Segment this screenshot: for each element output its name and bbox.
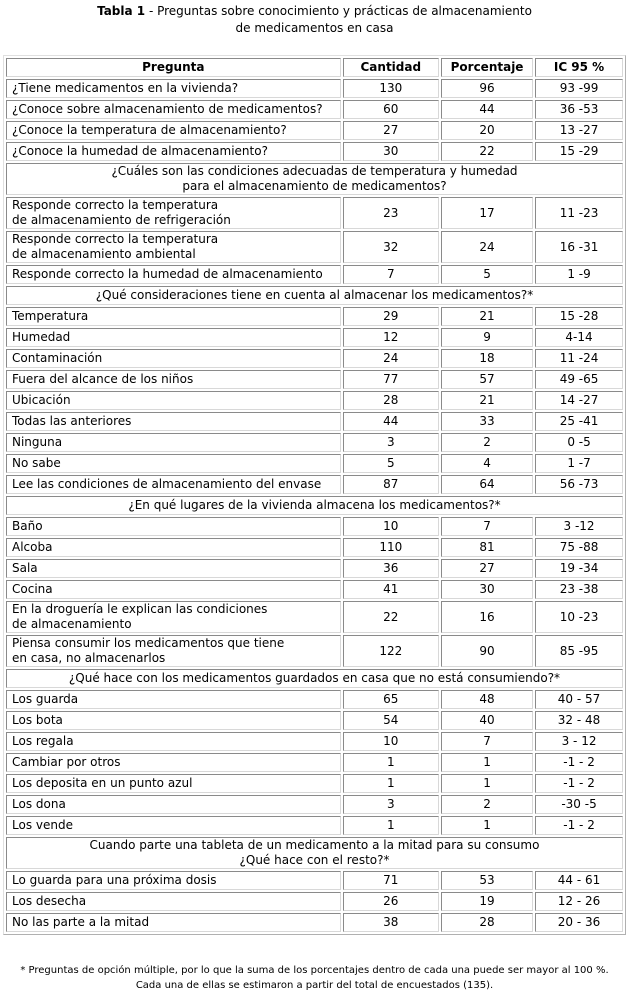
table-row [6,391,623,410]
cell-pregunta [6,559,341,578]
cell-porcentaje: 48 [441,690,533,709]
cell-pregunta [6,231,341,263]
cell-ic: 85 -95 [535,635,623,667]
cell-porcentaje: 57 [441,370,533,389]
cell-pregunta [6,349,341,368]
cell-cantidad: 77 [343,370,439,389]
cell-ic: 0 -5 [535,433,623,452]
cell-porcentaje: 64 [441,475,533,494]
header-row [6,58,623,77]
cell-porcentaje: 53 [441,871,533,890]
cell-line: Baño [12,519,43,533]
footnote [0,963,629,993]
table-row [6,580,623,599]
cell-line: ¿Conoce la temperatura de almacenamiento? [12,123,287,137]
cell-line: Fuera del alcance de los niños [12,372,194,386]
cell-line: Ubicación [12,393,71,407]
cell-line: No sabe [12,456,61,470]
cell-line: ¿Conoce la humedad de almacenamiento? [12,144,268,158]
cell-cantidad: 30 [343,142,439,161]
cell-cantidad: 22 [343,601,439,633]
cell-ic: 15 -29 [535,142,623,161]
cell-cantidad: 1 [343,753,439,772]
header-pregunta: Pregunta [6,58,341,77]
footnote-line-2: Cada una de ellas se estimaron a partir del total de encuestados (135). [135,980,494,991]
cell-pregunta [6,370,341,389]
header-cantidad: Cantidad [343,58,439,77]
cell-ic: 13 -27 [535,121,623,140]
cell-line: ¿Qué consideraciones tiene en cuenta al almacenar los medicamentos?* [95,288,534,302]
table-row [6,711,623,730]
cell-ic: 40 - 57 [535,690,623,709]
table-row [6,559,623,578]
cell-pregunta [6,601,341,633]
cell-ic: -1 - 2 [535,774,623,793]
caption-label: Tabla 1 [97,4,146,18]
header-porcentaje: Porcentaje [441,58,533,77]
cell-cantidad: 10 [343,517,439,536]
section-row [6,669,623,688]
footnote-line-1: * Preguntas de opción múltiple, por lo que la suma de los porcentajes dentro de cada una puede ser mayor al 100 %. [20,965,609,976]
cell-pregunta [6,197,341,229]
cell-line: Los desecha [12,894,87,908]
cell-line: Temperatura [12,309,89,323]
cell-line: Los bota [12,713,63,727]
cell-porcentaje: 22 [441,142,533,161]
table-row [6,690,623,709]
cell-line: Responde correcto la temperatura [12,198,219,212]
table-row [6,231,623,263]
cell-porcentaje: 40 [441,711,533,730]
cell-porcentaje: 16 [441,601,533,633]
cell-line: En la droguería le explican las condiciones [12,602,268,616]
cell-cantidad: 10 [343,732,439,751]
section-row [6,496,623,515]
cell-ic: 12 - 26 [535,892,623,911]
cell-cantidad: 24 [343,349,439,368]
cell-pregunta [6,892,341,911]
cell-cantidad: 41 [343,580,439,599]
section-row [6,837,623,869]
cell-pregunta [6,265,341,284]
cell-cantidad: 27 [343,121,439,140]
cell-porcentaje: 27 [441,559,533,578]
cell-ic: 25 -41 [535,412,623,431]
cell-porcentaje: 81 [441,538,533,557]
cell-line: Piensa consumir los medicamentos que tiene [12,636,285,650]
section-heading [6,163,623,195]
cell-cantidad: 44 [343,412,439,431]
cell-pregunta [6,913,341,932]
cell-porcentaje: 90 [441,635,533,667]
cell-ic: 93 -99 [535,79,623,98]
cell-cantidad: 3 [343,795,439,814]
cell-porcentaje: 2 [441,795,533,814]
cell-line: Responde correcto la temperatura [12,232,219,246]
cell-ic: 20 - 36 [535,913,623,932]
section-row [6,163,623,195]
cell-line: Cocina [12,582,53,596]
cell-line: ¿Cuáles son las condiciones adecuadas de temperatura y humedad [111,164,518,178]
cell-porcentaje: 17 [441,197,533,229]
table-row [6,892,623,911]
cell-cantidad: 38 [343,913,439,932]
cell-pregunta [6,753,341,772]
cell-porcentaje: 18 [441,349,533,368]
cell-ic: 49 -65 [535,370,623,389]
cell-ic: 32 - 48 [535,711,623,730]
section-heading [6,669,623,688]
cell-porcentaje: 44 [441,100,533,119]
cell-line: ¿Conoce sobre almacenamiento de medicamentos? [12,102,323,116]
cell-cantidad: 3 [343,433,439,452]
cell-pregunta [6,635,341,667]
cell-line: Alcoba [12,540,53,554]
table-caption [0,3,629,37]
table-row [6,601,623,633]
cell-ic: 75 -88 [535,538,623,557]
section-heading [6,837,623,869]
cell-ic: -1 - 2 [535,816,623,835]
cell-line: ¿Qué hace con el resto?* [239,853,390,867]
cell-ic: 3 -12 [535,517,623,536]
cell-pregunta [6,795,341,814]
cell-porcentaje: 5 [441,265,533,284]
cell-porcentaje: 9 [441,328,533,347]
cell-cantidad: 65 [343,690,439,709]
table-row [6,100,623,119]
cell-line: Responde correcto la humedad de almacenamiento [12,267,323,281]
cell-ic: 14 -27 [535,391,623,410]
table-row [6,538,623,557]
cell-cantidad: 29 [343,307,439,326]
cell-porcentaje: 1 [441,774,533,793]
cell-cantidad: 28 [343,391,439,410]
table-row [6,517,623,536]
table-row [6,412,623,431]
header-ic: IC 95 % [535,58,623,77]
cell-line: Contaminación [12,351,103,365]
table-row [6,816,623,835]
table-row [6,265,623,284]
cell-cantidad: 87 [343,475,439,494]
cell-line: ¿Tiene medicamentos en la vivienda? [12,81,239,95]
table-row [6,635,623,667]
cell-porcentaje: 96 [441,79,533,98]
section-heading [6,496,623,515]
cell-porcentaje: 19 [441,892,533,911]
cell-line: en casa, no almacenarlos [12,651,166,665]
cell-ic: 23 -38 [535,580,623,599]
cell-porcentaje: 21 [441,391,533,410]
cell-pregunta [6,517,341,536]
cell-porcentaje: 20 [441,121,533,140]
cell-pregunta [6,79,341,98]
cell-porcentaje: 2 [441,433,533,452]
cell-line: Humedad [12,330,71,344]
cell-pregunta [6,454,341,473]
cell-line: Los deposita en un punto azul [12,776,193,790]
cell-pregunta [6,121,341,140]
cell-ic: 1 -7 [535,454,623,473]
cell-porcentaje: 21 [441,307,533,326]
table-row [6,732,623,751]
table-row [6,328,623,347]
cell-porcentaje: 7 [441,732,533,751]
cell-cantidad: 60 [343,100,439,119]
table-row [6,753,623,772]
caption-line-2: de medicamentos en casa [235,21,394,35]
cell-ic: 3 - 12 [535,732,623,751]
cell-line: ¿Qué hace con los medicamentos guardados en casa que no está consumiendo?* [68,671,561,685]
cell-cantidad: 36 [343,559,439,578]
table-row [6,795,623,814]
table-row [6,475,623,494]
caption-line-1 [0,3,629,20]
cell-line: Cuando parte una tableta de un medicamento a la mitad para su consumo [89,838,540,852]
table-row [6,121,623,140]
cell-pregunta [6,412,341,431]
cell-line: Sala [12,561,38,575]
table-row [6,913,623,932]
table-row [6,454,623,473]
cell-line: Cambiar por otros [12,755,121,769]
cell-ic: 4-14 [535,328,623,347]
cell-porcentaje: 24 [441,231,533,263]
cell-line: Los vende [12,818,73,832]
cell-ic: 16 -31 [535,231,623,263]
cell-cantidad: 5 [343,454,439,473]
cell-ic: -1 - 2 [535,753,623,772]
cell-line: Todas las anteriores [12,414,132,428]
cell-cantidad: 130 [343,79,439,98]
cell-pregunta [6,774,341,793]
table-row [6,370,623,389]
cell-ic: 19 -34 [535,559,623,578]
cell-porcentaje: 30 [441,580,533,599]
cell-cantidad: 122 [343,635,439,667]
cell-line: Los guarda [12,692,79,706]
cell-pregunta [6,475,341,494]
cell-ic: -30 -5 [535,795,623,814]
table-row [6,197,623,229]
cell-pregunta [6,732,341,751]
cell-pregunta [6,871,341,890]
cell-pregunta [6,433,341,452]
caption-text: - Preguntas sobre conocimiento y prácticas de almacenamiento [145,4,532,18]
cell-porcentaje: 28 [441,913,533,932]
cell-cantidad: 54 [343,711,439,730]
cell-ic: 56 -73 [535,475,623,494]
cell-cantidad: 26 [343,892,439,911]
cell-ic: 1 -9 [535,265,623,284]
cell-cantidad: 1 [343,816,439,835]
cell-ic: 15 -28 [535,307,623,326]
cell-ic: 44 - 61 [535,871,623,890]
cell-porcentaje: 33 [441,412,533,431]
cell-line: Ninguna [12,435,63,449]
cell-cantidad: 71 [343,871,439,890]
data-table [3,55,626,935]
cell-pregunta [6,690,341,709]
cell-line: Lee las condiciones de almacenamiento del envase [12,477,322,491]
cell-line: de almacenamiento ambiental [12,247,196,261]
cell-line: Lo guarda para una próxima dosis [12,873,217,887]
table-row [6,774,623,793]
cell-ic: 10 -23 [535,601,623,633]
table-row [6,871,623,890]
cell-porcentaje: 1 [441,753,533,772]
cell-cantidad: 32 [343,231,439,263]
cell-cantidad: 23 [343,197,439,229]
table-row [6,79,623,98]
cell-line: ¿En qué lugares de la vivienda almacena los medicamentos?* [128,498,501,512]
cell-line: Los dona [12,797,66,811]
cell-cantidad: 110 [343,538,439,557]
table-row [6,349,623,368]
cell-cantidad: 12 [343,328,439,347]
table-row [6,433,623,452]
cell-pregunta [6,307,341,326]
cell-line: No las parte a la mitad [12,915,150,929]
section-heading [6,286,623,305]
cell-pregunta [6,100,341,119]
cell-ic: 11 -24 [535,349,623,368]
section-row [6,286,623,305]
cell-pregunta [6,142,341,161]
cell-pregunta [6,711,341,730]
cell-ic: 36 -53 [535,100,623,119]
cell-pregunta [6,328,341,347]
cell-porcentaje: 4 [441,454,533,473]
cell-porcentaje: 7 [441,517,533,536]
cell-pregunta [6,580,341,599]
cell-cantidad: 7 [343,265,439,284]
cell-porcentaje: 1 [441,816,533,835]
cell-pregunta [6,538,341,557]
cell-ic: 11 -23 [535,197,623,229]
cell-line: de almacenamiento de refrigeración [12,213,231,227]
cell-pregunta [6,816,341,835]
table-row [6,307,623,326]
cell-cantidad: 1 [343,774,439,793]
table-row [6,142,623,161]
cell-line: Los regala [12,734,74,748]
cell-line: para el almacenamiento de medicamentos? [182,179,447,193]
cell-line: de almacenamiento [12,617,132,631]
cell-pregunta [6,391,341,410]
